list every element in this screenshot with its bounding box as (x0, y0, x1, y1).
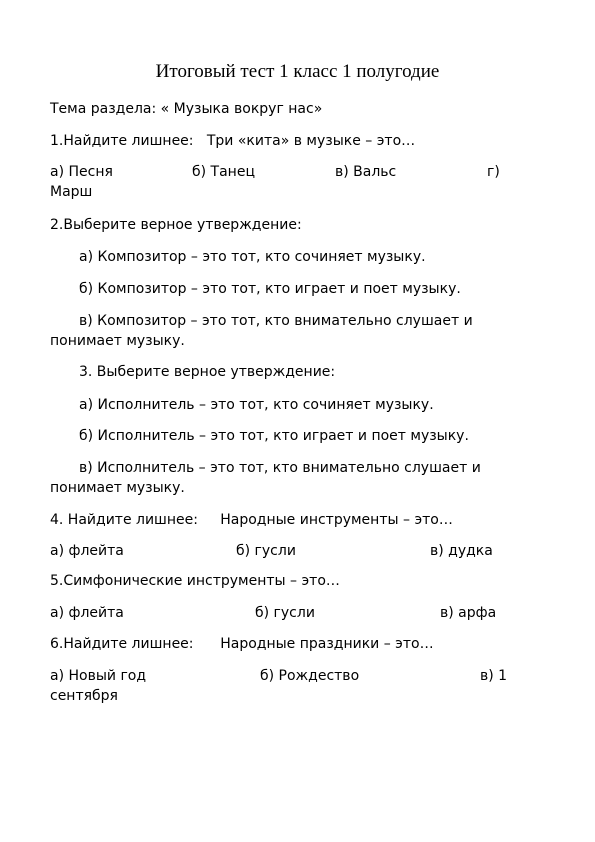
question-3-option-c: в) Исполнитель – это тот, кто внимательно слушает и понимает музыку. (50, 460, 481, 496)
option-c: в) 1 (480, 668, 508, 684)
option-a: а) Новый год (50, 668, 147, 684)
option-c: в) дудка (430, 543, 493, 559)
question-3-option-b: б) Исполнитель – это тот, кто играет и поет музыку. (79, 428, 469, 444)
question-5: 5.Симфонические инструменты – это… (50, 573, 340, 589)
question-6-options (50, 666, 545, 710)
option-c: в) арфа (440, 605, 497, 621)
option-b: б) гусли (236, 543, 296, 559)
question-1: 1.Найдите лишнее: Три «кита» в музыке – это… (50, 133, 416, 149)
option-b: б) Танец (192, 164, 255, 180)
page-title: Итоговый тест 1 класс 1 полугодие (155, 61, 440, 82)
question-1-options (50, 162, 545, 206)
section-heading: Тема раздела: « Музыка вокруг нас» (50, 101, 323, 117)
question-2-option-a: а) Композитор – это тот, кто сочиняет музыку. (79, 249, 426, 265)
question-2-option-b: б) Композитор – это тот, кто играет и поет музыку. (79, 281, 461, 297)
option-a: а) флейта (50, 605, 124, 621)
question-4-options (50, 541, 545, 563)
option-a: а) Песня (50, 164, 113, 180)
question-5-options (50, 603, 545, 625)
option-b: б) Рождество (260, 668, 360, 684)
option-c: в) Вальс (335, 164, 397, 180)
question-2-option-c: в) Композитор – это тот, кто внимательно слушает и понимает музыку. (50, 313, 473, 349)
option-c-continuation: сентября (50, 688, 118, 704)
question-2: 2.Выберите верное утверждение: (50, 217, 302, 233)
question-3-option-a: а) Исполнитель – это тот, кто сочиняет музыку. (79, 397, 434, 413)
question-3: 3. Выберите верное утверждение: (79, 364, 336, 380)
option-a: а) флейта (50, 543, 124, 559)
option-d: г) (487, 164, 500, 180)
option-b: б) гусли (255, 605, 315, 621)
question-6: 6.Найдите лишнее: Народные праздники – это… (50, 636, 434, 652)
option-d-continuation: Марш (50, 184, 93, 200)
question-4: 4. Найдите лишнее: Народные инструменты – это… (50, 512, 453, 528)
